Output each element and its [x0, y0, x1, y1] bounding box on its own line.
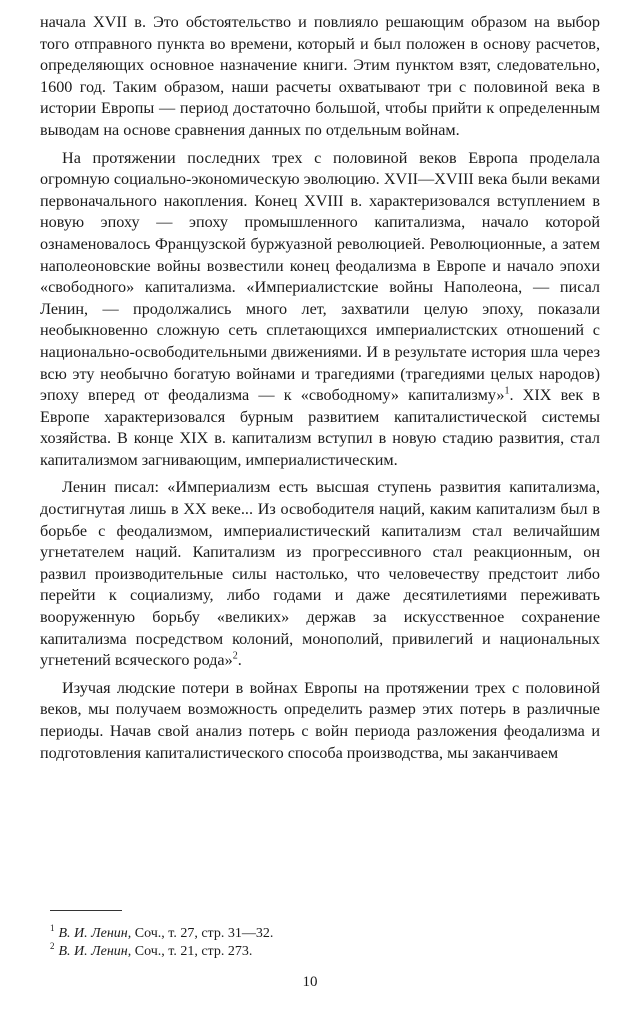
paragraph-3 [40, 477, 600, 671]
paragraph-4-text: Изучая людские потери в войнах Европы на протяжении трех с половиной веков, мы получаем возможность определить размер этих потерь в различные периоды. Начав свой анализ потерь с войн периода разложения феодализма и подготовления капиталистического способа производства, мы заканчиваем [40, 678, 600, 762]
footnote-divider [50, 910, 122, 911]
paragraph-1-text: начала XVII в. Это обстоятельство и повлияло решающим образом на выбор того отправного пункта во времени, который и был положен в основу расчетов, определяющих основное назначение книги. Этим пунктом взят, следовательно, 1600 год. Таким образом, наши расчеты охватывают три с половиной века в истории Европы — период достаточно большой, чтобы прийти к определенным выводам на основе сравнения данных по отдельным войнам. [40, 13, 600, 139]
footnote-1-author: В. И. Ленин [58, 926, 128, 941]
footnote-ref-2: 2 [232, 650, 238, 662]
footnote-1-mark: 1 [50, 923, 55, 934]
footnote-2 [50, 943, 570, 961]
paragraph-3-text: Ленин писал: «Империализм есть высшая ступень развития капитализма, достигнутая лишь в XX веке... Из освободителя наций, каким капитализм был в борьбе с феодализмом, империалистический капитализм стал величайшим угнетателем наций. Капитализм из прогрессивного стал реакционным, он развил производительные силы настолько, что человечеству предстоит либо перейти к социализму, либо годами и даже десятилетиями переживать вооруженную борьбу «великих» держав за искусственное сохранение капитализма посредством колоний, монополий, привилегий и национальных угнетений всяческого рода» [40, 478, 600, 670]
paragraph-3-tail: . [237, 651, 242, 670]
paragraph-1 [40, 12, 600, 142]
footnotes [50, 925, 570, 961]
page-number: 10 [302, 974, 318, 990]
footnote-ref-1: 1 [504, 385, 510, 397]
footnote-2-ref: , Соч., т. 21, стр. 273. [127, 944, 253, 959]
paragraph-2-text: На протяжении последних трех с половиной веков Европа проделала огромную социально-экономическую эволюцию. XVII—XVIII века были веками первоначального накопления. Конец XVIII в. характеризовался вступлением в новую эпоху — эпоху промышленного капитализма, начало которой ознаменовалось Французской буржуазной революцией. Революционные, а затем наполеоновские войны возвестили конец феодализма в Европе и начало эпохи «свободного» капитализма. «Империалистские войны Наполеона, — писал Ленин, — продолжались много лет, захватили целую эпоху, показали необыкновенно сложную сеть сплетающихся империалистских отношений с национально-освободительными движениями. И в результате история шла через всю эту необычно богатую войнами и трагедиями (трагедиями целых народов) эпоху вперед от феодализма — к «свободному» капитализму» [40, 148, 600, 405]
footnote-2-author: В. И. Ленин [58, 944, 128, 959]
paragraph-2-tail: . XIX век в Европе характеризовался бурным развитием капиталистической системы хозяйства. В конце XIX в. капитализм вступил в новую стадию развития, стал капитализмом загнивающим, империалистическим. [40, 386, 600, 469]
paragraph-2 [40, 148, 600, 472]
paragraph-4 [40, 678, 600, 764]
footnote-2-mark: 2 [50, 941, 55, 952]
footnote-1-ref: , Соч., т. 27, стр. 31—32. [127, 926, 274, 941]
body-text [40, 12, 600, 764]
footnote-1 [50, 925, 570, 943]
